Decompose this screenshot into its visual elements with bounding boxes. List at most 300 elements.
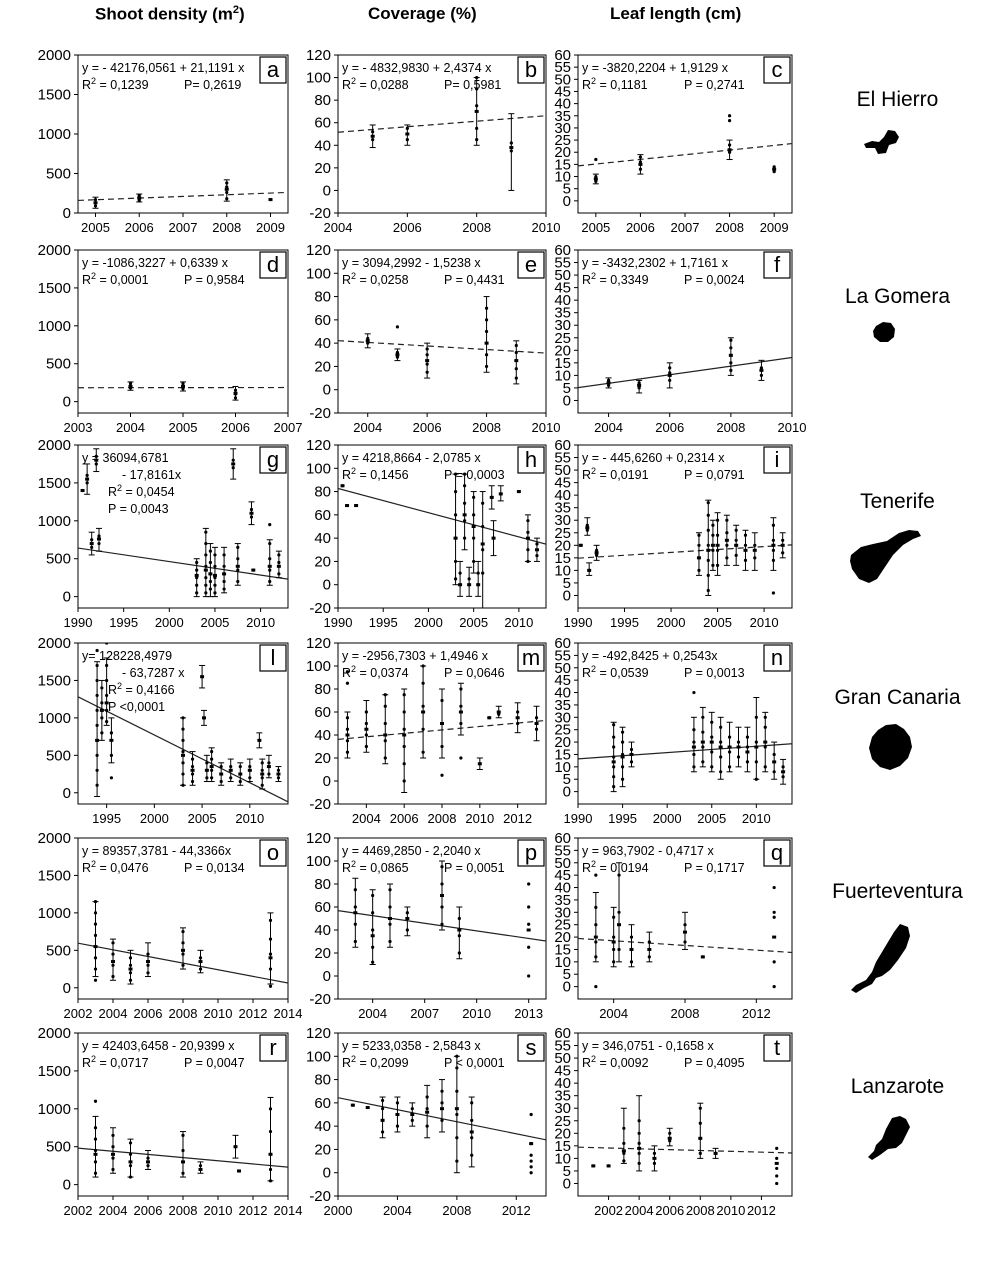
x-tick-label: 2008 — [716, 420, 746, 435]
data-point — [719, 726, 722, 729]
data-point — [612, 785, 615, 788]
data-point — [213, 553, 216, 556]
data-point — [129, 964, 132, 967]
x-tick-label: 2006 — [133, 1203, 163, 1218]
y-tick-label: 40 — [554, 292, 571, 310]
data-point — [406, 911, 409, 914]
p-value-text: P = 0,0013 — [684, 666, 745, 680]
x-tick-label: 2013 — [514, 1006, 544, 1021]
y-tick-label: 2000 — [37, 830, 71, 847]
data-point — [269, 1168, 272, 1171]
data-point — [481, 548, 484, 551]
data-point — [403, 728, 406, 731]
mean-marker — [470, 1130, 474, 1133]
mean-marker — [234, 392, 238, 395]
data-point — [403, 762, 406, 765]
data-point — [719, 770, 722, 773]
y-tick-label: 30 — [554, 1100, 571, 1118]
data-point — [621, 731, 624, 734]
y-tick-label: 20 — [554, 342, 571, 360]
data-point — [268, 568, 271, 571]
mean-marker — [81, 489, 85, 492]
y-tick-label: 40 — [314, 922, 331, 939]
data-point — [209, 561, 212, 564]
y-tick-label: 60 — [554, 47, 571, 64]
data-point — [269, 967, 272, 970]
y-tick-label: 80 — [314, 483, 331, 501]
data-point — [111, 1145, 114, 1148]
data-point — [668, 366, 671, 369]
data-point — [454, 560, 457, 563]
equation-text: y = 42403,6458 - 20,9399 x — [82, 1039, 235, 1053]
data-point — [269, 1179, 272, 1182]
data-point — [621, 778, 624, 781]
data-point — [195, 584, 198, 587]
y-tick-label: 100 — [305, 69, 331, 87]
data-point — [728, 750, 731, 753]
panel-letter: m — [521, 645, 541, 670]
data-point — [458, 951, 461, 954]
y-tick-label: 120 — [305, 437, 331, 454]
island-label-lanzarote: Lanzarote — [850, 1075, 945, 1098]
data-point — [199, 967, 202, 970]
x-tick-label: 2008 — [462, 220, 492, 235]
data-point — [354, 923, 357, 926]
data-point — [129, 1141, 132, 1144]
mean-marker — [395, 353, 399, 356]
mean-marker — [440, 722, 444, 725]
data-point — [764, 765, 767, 768]
x-tick-label: 2007 — [670, 220, 700, 235]
p-value-text: P = 0,0791 — [684, 468, 745, 482]
data-point — [277, 553, 280, 556]
data-point — [781, 765, 784, 768]
data-point — [95, 769, 98, 772]
data-point — [365, 710, 368, 713]
r-squared-text: $R^2 = 0,0476$ — [82, 859, 149, 875]
mean-marker — [754, 746, 758, 749]
column-header-coverage — [368, 4, 477, 24]
data-point — [481, 571, 484, 574]
y-tick-label: 60 — [314, 506, 331, 524]
y-tick-label: 60 — [554, 437, 571, 454]
data-point — [470, 1136, 473, 1139]
data-point — [485, 330, 488, 333]
y-tick-label: 0 — [62, 784, 71, 802]
data-point — [277, 776, 280, 779]
regression-line — [338, 116, 546, 133]
y-tick-label: 500 — [45, 355, 71, 373]
y-tick-label: 0 — [62, 1176, 71, 1194]
equation-text: - 63,7287 x — [122, 666, 185, 680]
r-squared-text: $R^2 = 0,0092$ — [582, 1054, 649, 1070]
mean-marker — [251, 569, 255, 572]
x-tick-label: 2012 — [741, 1006, 771, 1021]
data-point — [772, 559, 775, 562]
mean-marker — [268, 565, 272, 568]
y-tick-label: 45 — [554, 672, 571, 690]
regression-line — [578, 1147, 792, 1153]
y-tick-label: 40 — [554, 487, 571, 505]
data-point — [248, 765, 251, 768]
data-point — [371, 961, 374, 964]
data-point — [737, 755, 740, 758]
data-point — [594, 158, 597, 161]
x-tick-label: 2012 — [238, 1006, 268, 1021]
data-point — [384, 756, 387, 759]
data-point — [95, 754, 98, 757]
x-tick-label: 2004 — [323, 220, 353, 235]
data-point — [594, 923, 597, 926]
data-point — [94, 198, 97, 201]
data-point — [234, 389, 237, 392]
mean-marker — [199, 1168, 203, 1171]
y-tick-label: 20 — [314, 750, 331, 767]
x-tick-label: 2010 — [462, 1006, 492, 1021]
data-point — [181, 964, 184, 967]
data-point — [746, 760, 749, 763]
data-point — [781, 539, 784, 542]
mean-marker — [591, 1164, 595, 1167]
mean-marker — [109, 739, 113, 742]
x-tick-label: 2007 — [410, 1006, 440, 1021]
chart-panel-o — [28, 830, 303, 1034]
mean-marker — [497, 711, 501, 714]
data-layer — [578, 500, 792, 595]
panel-letter: r — [269, 1035, 277, 1060]
y-tick-label: 55 — [554, 842, 571, 860]
data-point — [269, 937, 272, 940]
island-label-gran-canaria: Gran Canaria — [834, 686, 961, 709]
data-point — [653, 1152, 656, 1155]
x-tick-label: 2006 — [655, 1203, 685, 1218]
panel-letter: d — [266, 252, 280, 277]
data-point — [277, 561, 280, 564]
y-tick-label: 25 — [554, 524, 571, 542]
x-tick-label: 2000 — [154, 615, 184, 630]
x-tick-label: 2000 — [323, 1203, 353, 1218]
data-point — [638, 1162, 641, 1165]
mean-marker — [481, 542, 485, 545]
y-tick-label: 60 — [314, 114, 331, 132]
data-point — [728, 736, 731, 739]
x-tick-label: 2009 — [256, 220, 285, 235]
panel-letter: q — [770, 840, 784, 865]
x-tick-label: 2004 — [358, 1006, 388, 1021]
data-point — [725, 556, 728, 559]
y-tick-label: -20 — [309, 991, 331, 1008]
regression-line — [78, 192, 288, 200]
data-point — [403, 710, 406, 713]
mean-marker — [475, 110, 479, 113]
r-squared-text: $R^2 = 0,1181$ — [582, 76, 648, 92]
y-tick-label: 5 — [562, 966, 571, 984]
data-point — [711, 549, 714, 552]
data-point — [100, 716, 103, 719]
data-point — [426, 1107, 429, 1110]
data-point — [129, 1175, 132, 1178]
data-point — [421, 682, 424, 685]
data-point — [105, 664, 108, 667]
x-tick-label: 2004 — [599, 1006, 629, 1021]
y-tick-label: 55 — [554, 59, 571, 77]
r-squared-text: $R^2 = 0,0001$ — [82, 271, 149, 287]
data-layer — [578, 1096, 792, 1185]
mean-marker — [630, 948, 634, 951]
data-point — [94, 923, 97, 926]
x-tick-label: 2014 — [273, 1006, 303, 1021]
data-point — [110, 731, 113, 734]
data-point — [440, 1119, 443, 1122]
data-point — [728, 765, 731, 768]
data-point — [764, 745, 767, 748]
equation-text: y = - 42176,0561 + 21,1191 x — [82, 61, 245, 75]
x-tick-label: 2005 — [81, 220, 110, 235]
y-tick-label: 40 — [554, 684, 571, 702]
data-point — [388, 940, 391, 943]
chart-panel-l — [28, 635, 298, 839]
r-squared-text: $R^2 = 0,2099$ — [342, 1054, 409, 1070]
mean-marker — [637, 1147, 641, 1150]
data-point — [268, 557, 271, 560]
chart-panel-s — [288, 1025, 556, 1231]
data-point — [277, 769, 280, 772]
panel-letter: a — [266, 57, 280, 82]
data-point — [181, 941, 184, 944]
mean-marker — [181, 754, 185, 757]
data-point — [229, 776, 232, 779]
data-point — [719, 755, 722, 758]
panel-letter: o — [266, 840, 280, 865]
data-point — [725, 519, 728, 522]
y-tick-label: 35 — [554, 1087, 571, 1105]
mean-marker — [90, 542, 94, 545]
data-point — [213, 565, 216, 568]
y-tick-label: 15 — [554, 549, 571, 567]
data-point — [371, 928, 374, 931]
mean-marker — [706, 549, 710, 552]
data-point — [220, 780, 223, 783]
panel-letter: n — [770, 645, 784, 670]
data-point — [110, 776, 113, 779]
data-point — [236, 557, 239, 560]
data-point — [204, 584, 207, 587]
chart-panel-d — [28, 242, 303, 448]
data-point — [94, 1126, 97, 1129]
data-point — [277, 572, 280, 575]
data-point — [94, 956, 97, 959]
panel-letter: h — [524, 447, 538, 472]
data-point — [129, 1164, 132, 1167]
x-tick-label: 2004 — [351, 811, 381, 826]
y-tick-label: 1000 — [37, 317, 71, 335]
data-layer — [578, 863, 792, 988]
data-point — [105, 720, 108, 723]
y-tick-label: 80 — [314, 681, 331, 698]
y-tick-label: 0 — [322, 968, 331, 985]
panel-letter: s — [525, 1035, 537, 1060]
data-point — [388, 888, 391, 891]
data-point — [111, 952, 114, 955]
y-tick-label: 10 — [554, 1150, 571, 1168]
data-point — [510, 149, 513, 152]
data-point — [94, 967, 97, 970]
x-tick-label: 1990 — [323, 615, 353, 630]
y-tick-label: 40 — [314, 727, 331, 744]
mean-marker — [181, 949, 185, 952]
data-point — [95, 664, 98, 667]
x-tick-label: 2010 — [235, 811, 265, 826]
data-point — [209, 580, 212, 583]
x-tick-label: 2004 — [624, 1203, 654, 1218]
data-point — [191, 757, 194, 760]
x-tick-label: 2008 — [670, 1006, 700, 1021]
mean-marker — [111, 1153, 115, 1156]
data-point — [725, 544, 728, 547]
data-point — [612, 736, 615, 739]
y-tick-label: 45 — [554, 867, 571, 885]
data-point — [630, 760, 633, 763]
x-tick-label: 1995 — [368, 615, 398, 630]
mean-marker — [276, 773, 280, 776]
r-squared-text: $R^2 = 0,0865$ — [342, 859, 409, 875]
y-tick-label: -20 — [309, 205, 331, 222]
data-point — [111, 964, 114, 967]
mean-marker — [459, 711, 463, 714]
data-point — [612, 916, 615, 919]
x-tick-label: 2005 — [200, 615, 230, 630]
mean-marker — [208, 572, 212, 575]
x-tick-label: 2006 — [392, 220, 422, 235]
y-tick-label: 10 — [554, 562, 571, 580]
mean-marker — [371, 934, 375, 937]
data-point — [612, 960, 615, 963]
data-point — [94, 1149, 97, 1152]
lanzarote-map-icon — [866, 1115, 912, 1163]
mean-marker — [514, 359, 518, 362]
data-point — [711, 564, 714, 567]
data-point — [129, 1153, 132, 1156]
data-point — [463, 519, 466, 522]
mean-marker — [202, 716, 206, 719]
data-layer — [338, 1055, 546, 1175]
x-tick-label: 2006 — [389, 811, 419, 826]
data-point — [744, 544, 747, 547]
mean-marker — [97, 538, 101, 541]
data-point — [692, 691, 695, 694]
mean-marker — [683, 931, 687, 934]
y-tick-label: 0 — [562, 783, 571, 801]
data-point — [95, 679, 98, 682]
y-tick-label: 120 — [305, 242, 331, 259]
y-tick-label: 120 — [305, 1025, 331, 1042]
y-tick-label: 30 — [554, 512, 571, 530]
y-tick-label: 5 — [562, 379, 571, 397]
mean-marker — [219, 773, 223, 776]
data-point — [472, 496, 475, 499]
mean-marker — [637, 384, 641, 387]
data-point — [455, 1090, 458, 1093]
y-tick-label: 80 — [314, 288, 331, 306]
data-point — [146, 1156, 149, 1159]
mean-marker — [729, 354, 733, 357]
x-tick-label: 2010 — [504, 615, 534, 630]
y-tick-label: 1500 — [37, 867, 71, 885]
y-tick-label: 100 — [305, 658, 331, 675]
data-point — [199, 1164, 202, 1167]
data-point — [146, 964, 149, 967]
data-point — [267, 772, 270, 775]
y-tick-label: 30 — [554, 709, 571, 727]
data-point — [90, 546, 93, 549]
y-tick-label: 25 — [554, 1112, 571, 1130]
mean-marker — [425, 359, 429, 362]
y-tick-label: 120 — [305, 830, 331, 847]
y-tick-label: 1500 — [37, 1062, 71, 1080]
data-point — [638, 1152, 641, 1155]
equation-text: y = 5233,0358 - 2,5843 x — [342, 1039, 481, 1053]
data-point — [630, 960, 633, 963]
mean-marker — [753, 549, 757, 552]
mean-marker — [775, 1162, 779, 1165]
mean-marker — [772, 168, 776, 171]
data-point — [744, 534, 747, 537]
mean-marker — [701, 955, 705, 958]
data-point — [210, 757, 213, 760]
data-point — [440, 745, 443, 748]
column-header-text: Coverage (%) — [368, 4, 477, 23]
y-tick-label: 500 — [45, 942, 71, 960]
data-layer — [338, 76, 546, 190]
panel-letter: b — [524, 57, 538, 82]
data-point — [213, 591, 216, 594]
y-tick-label: 2000 — [37, 47, 71, 64]
data-point — [719, 740, 722, 743]
p-value-text: P = 0,4431 — [444, 273, 505, 287]
x-tick-label: 2012 — [238, 1203, 268, 1218]
y-tick-label: -20 — [309, 405, 331, 422]
data-point — [710, 765, 713, 768]
data-point — [729, 369, 732, 372]
mean-marker — [692, 746, 696, 749]
y-tick-label: 15 — [554, 156, 571, 174]
data-point — [755, 778, 758, 781]
panel-letter: i — [774, 447, 780, 472]
data-point — [346, 682, 349, 685]
y-tick-label: 45 — [554, 474, 571, 492]
y-tick-label: 35 — [554, 891, 571, 909]
data-point — [764, 716, 767, 719]
mean-marker — [229, 769, 233, 772]
y-tick-label: 20 — [314, 553, 331, 571]
data-point — [94, 204, 97, 207]
data-point — [716, 519, 719, 522]
x-tick-label: 2014 — [273, 1203, 303, 1218]
r-squared-text: $R^2 = 0,0539$ — [582, 664, 649, 680]
mean-marker — [772, 936, 776, 939]
y-tick-label: 0 — [322, 182, 331, 200]
data-point — [622, 1142, 625, 1145]
data-point — [222, 565, 225, 568]
data-point — [622, 1127, 625, 1130]
data-point — [403, 745, 406, 748]
data-point — [716, 549, 719, 552]
y-tick-label: 60 — [554, 1025, 571, 1042]
y-tick-label: 15 — [554, 941, 571, 959]
data-layer — [78, 900, 288, 988]
y-tick-label: 25 — [554, 329, 571, 347]
chart-panel-n — [528, 635, 802, 839]
